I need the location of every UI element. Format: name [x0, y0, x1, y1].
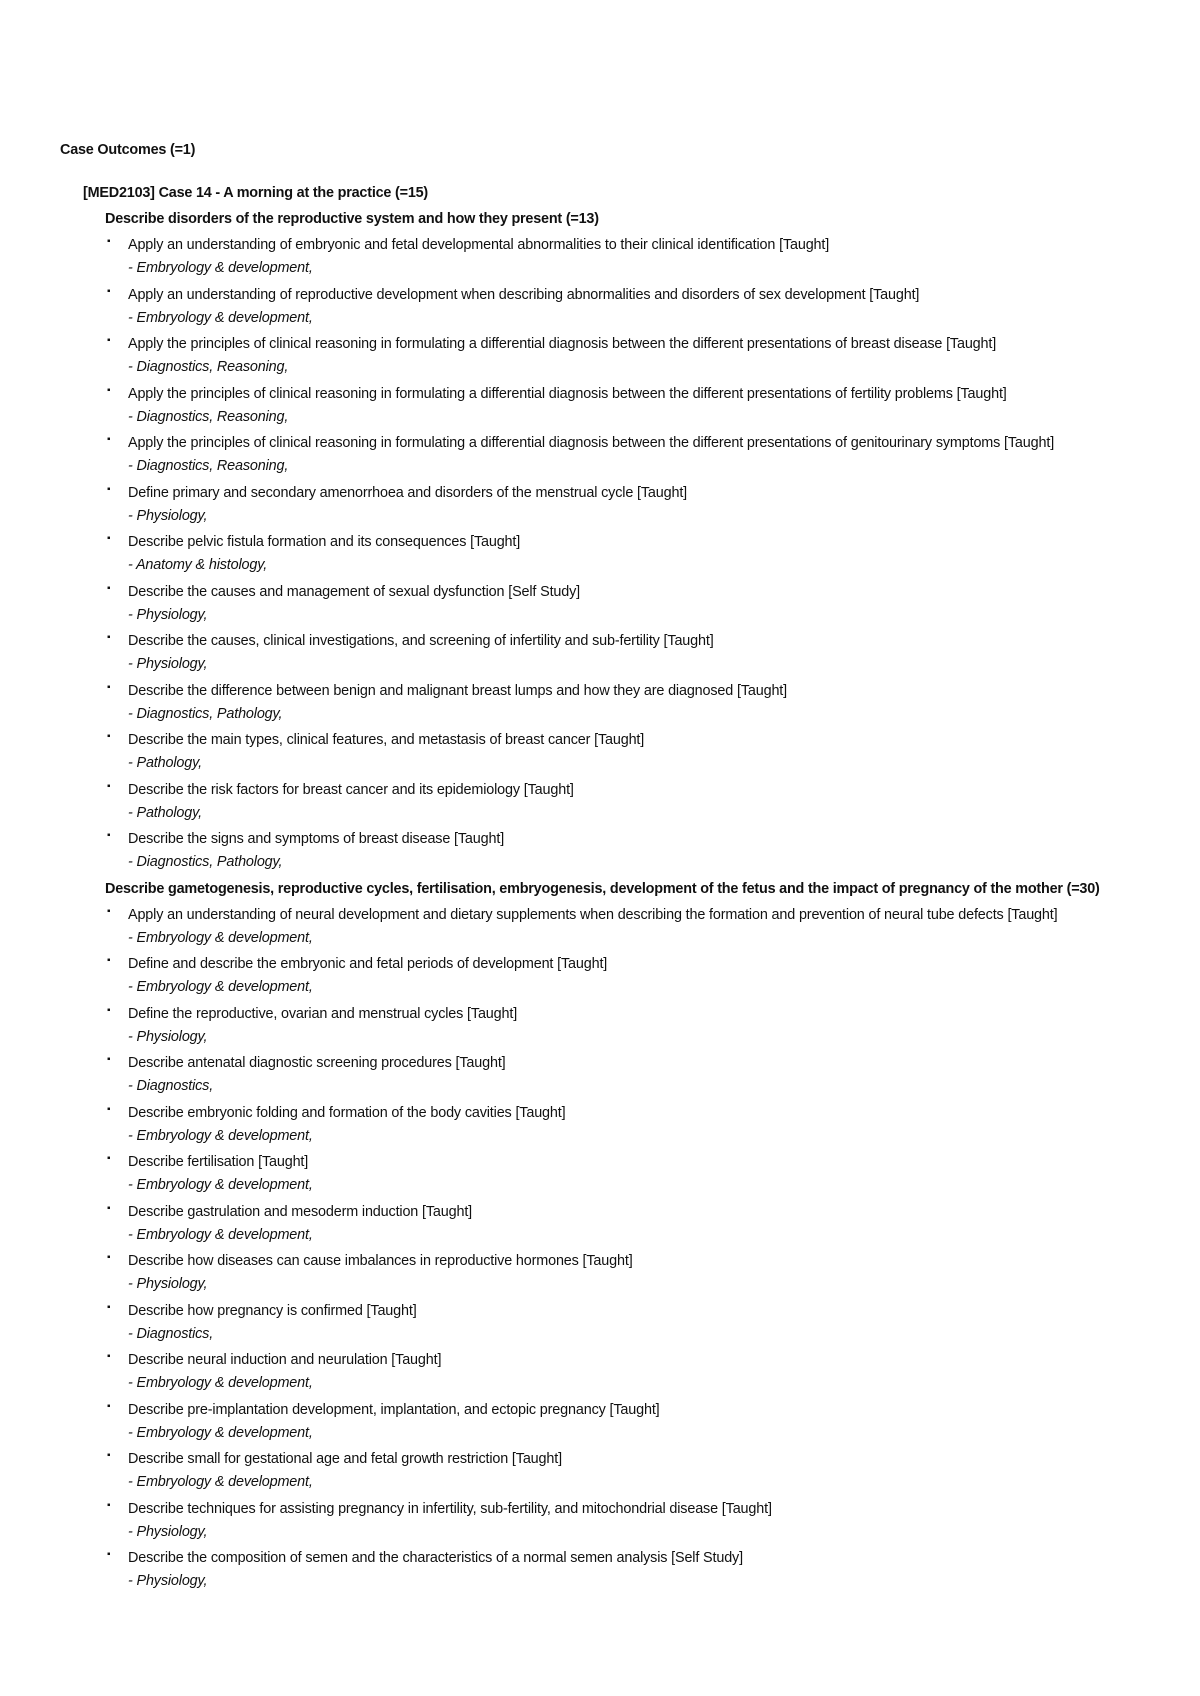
outcome-text: Define primary and secondary amenorrhoea and disorders of the menstrual cycle [Taught]	[128, 484, 688, 501]
bullet-icon: ▪	[107, 1103, 111, 1115]
outcome-tags: - Embryology & development,	[128, 1474, 313, 1490]
outcome-text: Describe embryonic folding and formation of the body cavities [Taught]	[128, 1104, 566, 1121]
bullet-icon: ▪	[107, 905, 111, 917]
outcome-text: Apply an understanding of embryonic and fetal developmental abnormalities to their clinical identification [Taught]	[128, 237, 830, 253]
outcome-text: Describe the main types, clinical features, and metastasis of breast cancer [Taught]	[128, 732, 645, 748]
bullet-icon: ▪	[107, 285, 111, 297]
outcome-list-item	[105, 953, 1155, 1003]
section-heading: Describe disorders of the reproductive system and how they present (=13)	[105, 211, 599, 227]
bullet-icon: ▪	[107, 1153, 111, 1164]
outcome-list-item	[105, 1201, 1155, 1251]
outcome-list-item	[105, 1102, 1155, 1152]
bullet-icon: ▪	[107, 681, 111, 693]
bullet-icon: ▪	[107, 434, 111, 445]
outcome-tags: - Pathology,	[128, 755, 202, 771]
outcome-tags: - Anatomy & histology,	[128, 557, 268, 573]
outcome-tags: - Diagnostics, Reasoning,	[128, 359, 289, 375]
bullet-icon: ▪	[107, 632, 111, 643]
bullet-icon: ▪	[107, 955, 111, 966]
outcome-text: Describe fertilisation [Taught]	[128, 1154, 309, 1170]
outcome-list-item	[105, 904, 1155, 954]
outcome-text: Describe pre-implantation development, implantation, and ectopic pregnancy [Taught]	[128, 1401, 660, 1418]
outcome-text: Apply the principles of clinical reasoning in formulating a differential diagnosis between the different presentations of breast disease [Taught]	[128, 336, 997, 352]
outcome-tags: - Embryology & development,	[128, 1424, 313, 1441]
outcome-text: Define and describe the embryonic and fetal periods of development [Taught]	[128, 956, 608, 972]
bullet-icon: ▪	[107, 830, 111, 841]
bullet-icon: ▪	[107, 533, 111, 544]
outcome-text: Describe the signs and symptoms of breast disease [Taught]	[128, 831, 505, 847]
outcome-tags: - Embryology & development,	[128, 929, 313, 946]
outcome-list-item	[105, 383, 1155, 433]
outcome-text: Describe gastrulation and mesoderm induction [Taught]	[128, 1203, 473, 1220]
outcome-list-item	[105, 581, 1155, 631]
outcomes-content	[105, 208, 1155, 1597]
outcome-tags: - Pathology,	[128, 804, 202, 821]
outcome-text: Describe small for gestational age and fetal growth restriction [Taught]	[128, 1451, 562, 1467]
outcome-list-item	[105, 1399, 1155, 1449]
outcome-list-item	[105, 630, 1155, 680]
outcome-text: Describe techniques for assisting pregnancy in infertility, sub-fertility, and mitochondrial disease [Taught]	[128, 1500, 772, 1517]
outcome-tags: - Physiology,	[128, 1276, 208, 1292]
outcome-text: Apply an understanding of neural development and dietary supplements when describing the formation and prevention of neural tube defects [Taught]	[128, 906, 1058, 923]
outcome-tags: - Diagnostics, Pathology,	[128, 705, 283, 722]
outcome-list	[105, 904, 1155, 1597]
outcome-tags: - Embryology & development,	[128, 979, 313, 995]
outcome-tags: - Physiology,	[128, 606, 208, 623]
bullet-icon: ▪	[107, 731, 111, 742]
outcome-list-item	[105, 1151, 1155, 1201]
bullet-icon: ▪	[107, 384, 111, 396]
outcome-list-item	[105, 432, 1155, 482]
outcome-list-item	[105, 1349, 1155, 1399]
outcome-tags: - Embryology & development,	[128, 1375, 313, 1391]
outcome-tags: - Physiology,	[128, 507, 208, 524]
outcome-list-item	[105, 1448, 1155, 1498]
bullet-icon: ▪	[107, 1301, 111, 1313]
outcome-tags: - Diagnostics,	[128, 1078, 214, 1094]
bullet-icon: ▪	[107, 1351, 111, 1362]
outcome-tags: - Physiology,	[128, 1523, 208, 1540]
outcome-text: Apply an understanding of reproductive development when describing abnormalities and disorders of sex development [Taught]	[128, 286, 920, 303]
outcome-list-item	[105, 1547, 1155, 1597]
outcome-text: Define the reproductive, ovarian and menstrual cycles [Taught]	[128, 1005, 518, 1022]
outcome-text: Describe the composition of semen and the characteristics of a normal semen analysis [Self Study]	[128, 1550, 743, 1566]
outcome-tags: - Diagnostics, Reasoning,	[128, 458, 289, 474]
outcomes-heading: Case Outcomes (=1)	[60, 142, 196, 158]
outcome-tags: - Physiology,	[128, 1028, 208, 1045]
bullet-icon: ▪	[107, 1202, 111, 1214]
outcome-list-item	[105, 482, 1155, 532]
bullet-icon: ▪	[107, 1054, 111, 1065]
bullet-icon: ▪	[107, 483, 111, 495]
outcome-tags: - Embryology & development,	[128, 309, 313, 326]
outcome-text: Describe neural induction and neurulation [Taught]	[128, 1352, 442, 1368]
outcome-text: Describe pelvic fistula formation and its consequences [Taught]	[128, 534, 521, 550]
outcome-list-item	[105, 1052, 1155, 1102]
bullet-icon: ▪	[107, 1549, 111, 1560]
outcome-tags: - Diagnostics,	[128, 1325, 214, 1342]
outcome-text: Describe how pregnancy is confirmed [Taught]	[128, 1302, 417, 1319]
outcome-text: Describe the causes and management of sexual dysfunction [Self Study]	[128, 583, 581, 600]
outcome-list-item	[105, 284, 1155, 334]
outcome-list-item	[105, 828, 1155, 878]
outcome-tags: - Embryology & development,	[128, 260, 313, 276]
outcome-text: Describe the causes, clinical investigations, and screening of infertility and sub-fertility [Taught]	[128, 633, 714, 649]
case-heading: [MED2103] Case 14 - A morning at the practice (=15)	[83, 185, 429, 201]
bullet-icon: ▪	[107, 335, 111, 346]
outcome-list-item	[105, 1003, 1155, 1053]
outcome-list-item	[105, 680, 1155, 730]
outcome-text: Apply the principles of clinical reasoning in formulating a differential diagnosis between the different presentations of fertility problems [Taught]	[128, 385, 1007, 402]
outcome-tags: - Embryology & development,	[128, 1177, 313, 1193]
outcome-tags: - Embryology & development,	[128, 1226, 313, 1243]
outcome-tags: - Diagnostics, Pathology,	[128, 854, 283, 870]
bullet-icon: ▪	[107, 780, 111, 792]
bullet-icon: ▪	[107, 1450, 111, 1461]
bullet-icon: ▪	[107, 236, 111, 247]
outcome-text: Apply the principles of clinical reasoning in formulating a differential diagnosis between the different presentations of genitourinary symptoms [Taught]	[128, 435, 1055, 451]
outcome-list-item	[105, 729, 1155, 779]
outcome-list-item	[105, 1250, 1155, 1300]
outcome-tags: - Embryology & development,	[128, 1127, 313, 1144]
bullet-icon: ▪	[107, 1252, 111, 1263]
outcome-text: Describe the difference between benign and malignant breast lumps and how they are diagnosed [Taught]	[128, 682, 787, 699]
bullet-icon: ▪	[107, 1499, 111, 1511]
outcome-tags: - Physiology,	[128, 1573, 208, 1589]
outcome-list-item	[105, 1300, 1155, 1350]
outcome-tags: - Physiology,	[128, 656, 208, 672]
bullet-icon: ▪	[107, 582, 111, 594]
outcome-list-item	[105, 531, 1155, 581]
outcome-list-item	[105, 234, 1155, 284]
outcome-list-item	[105, 779, 1155, 829]
outcome-text: Describe how diseases can cause imbalances in reproductive hormones [Taught]	[128, 1253, 633, 1269]
outcome-text: Describe the risk factors for breast cancer and its epidemiology [Taught]	[128, 781, 574, 798]
bullet-icon: ▪	[107, 1004, 111, 1016]
outcome-list	[105, 234, 1155, 878]
outcome-tags: - Diagnostics, Reasoning,	[128, 408, 289, 425]
bullet-icon: ▪	[107, 1400, 111, 1412]
outcome-list-item	[105, 1498, 1155, 1548]
outcome-text: Describe antenatal diagnostic screening procedures [Taught]	[128, 1055, 506, 1071]
section-heading: Describe gametogenesis, reproductive cycles, fertilisation, embryogenesis, development of the fetus and the impact of pregnancy of the mother (=30)	[105, 880, 1100, 897]
outcome-list-item	[105, 333, 1155, 383]
